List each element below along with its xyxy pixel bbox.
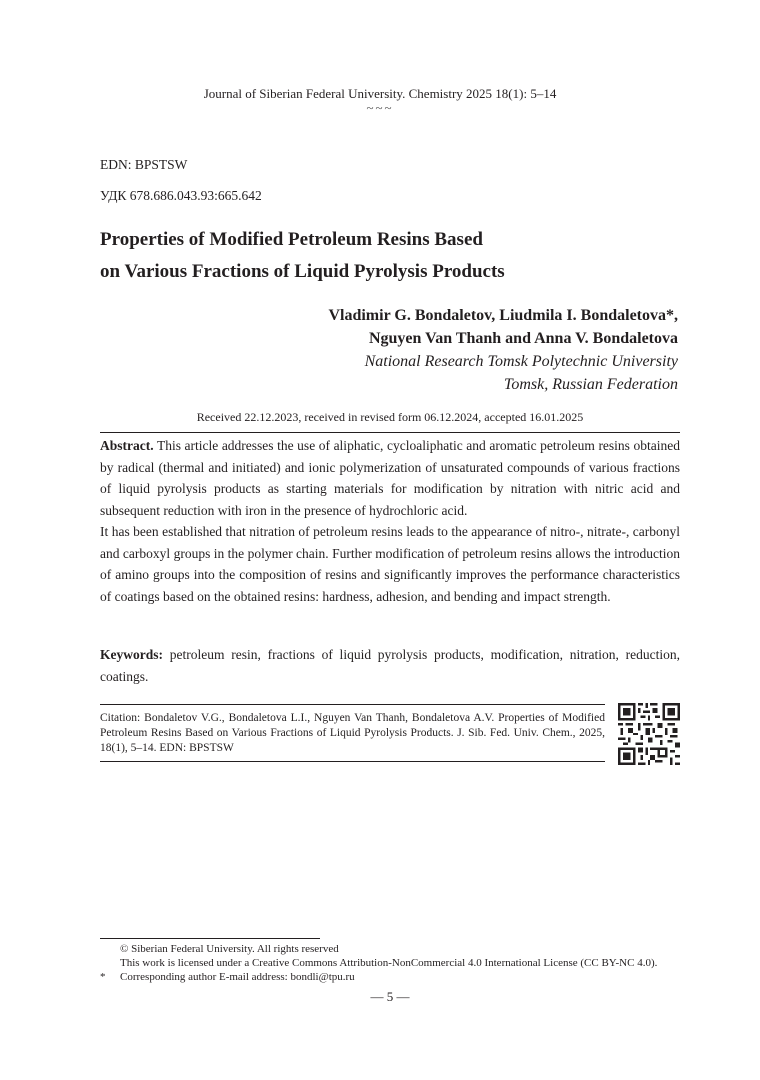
received-dates: Received 22.12.2023, received in revised form 06.12.2024, accepted 16.01.2025 [196,410,584,424]
footnote-corresponding [100,970,690,984]
abstract-paragraph-1 [100,435,680,521]
authors-line-2: Nguyen Van Thanh and Anna V. Bondaletova [368,330,678,347]
title-line-2: on Various Fractions of Liquid Pyrolysis Products [100,261,505,282]
udk-code: УДК 678.686.043.93:665.642 [100,188,262,203]
affiliation: National Research Tomsk Polytechnic University [364,353,678,370]
location: Tomsk, Russian Federation [503,376,678,393]
copyright-text: © Siberian Federal University. All rights reserved [120,943,339,955]
abstract-paragraph-2: It has been established that nitration of petroleum resins leads to the appearance of nitro-, nitrate-, carbonyl and carboxyl groups in the polymer chain. Further modification of petroleum resins allows the introduction of amino groups into the composition of resins and significantly improves the performance characteristics of coatings based on the obtained resins: hardness, adhesion, and bending and impact strength. [100,524,680,604]
header-ornament: ~~~ [366,100,394,115]
abstract [100,432,680,607]
title-line-1: Properties of Modified Petroleum Resins Based [100,229,483,250]
abstract-text-1: This article addresses the use of aliphatic, cycloaliphatic and aromatic petroleum resins obtained by radical (thermal and initiated) and ionic polymerization of unsaturated compounds of various fractions of liquid pyrolysis products as starting materials for modification by nitration with nitric acid and subsequent reduction with iron in the presence of hydrochloric acid. [100,438,680,518]
authors-line-1: Vladimir G. Bondaletov, Liudmila I. Bondaletova*, [328,307,678,324]
footnote-license [100,956,690,970]
footnotes [100,942,690,984]
footnote-separator [100,938,320,939]
article-title [100,224,660,288]
keywords-text: petroleum resin, fractions of liquid pyrolysis products, modification, nitration, reduction, coatings. [100,647,680,684]
keywords-label: Keywords: [100,647,163,662]
footnote-copyright [100,942,690,956]
corresponding-text: Corresponding author E-mail address: bondli@tpu.ru [120,971,355,983]
citation-block: Citation: Bondaletov V.G., Bondaletova L.I., Nguyen Van Thanh, Bondaletova A.V. Properties of Modified Petroleum Resins Based on Various Fractions of Liquid Pyrolysis Products. J. Sib. Fed. Univ. Chem., 2025, 18(1), 5–14. EDN: BPSTSW [100,704,605,762]
asterisk-mark: * [100,971,106,983]
journal-header: Journal of Siberian Federal University. Chemistry 2025 18(1): 5–14 [203,86,557,101]
page-number: — 5 — [370,989,410,1004]
author-block [328,304,678,396]
keywords [100,644,680,687]
edn-code: EDN: BPSTSW [100,157,188,172]
qr-code-icon[interactable] [617,703,681,765]
abstract-label: Abstract. [100,438,154,453]
license-text: This work is licensed under a Creative Commons Attribution-NonCommercial 4.0 International License (CC BY-NC 4.0). [120,957,658,969]
